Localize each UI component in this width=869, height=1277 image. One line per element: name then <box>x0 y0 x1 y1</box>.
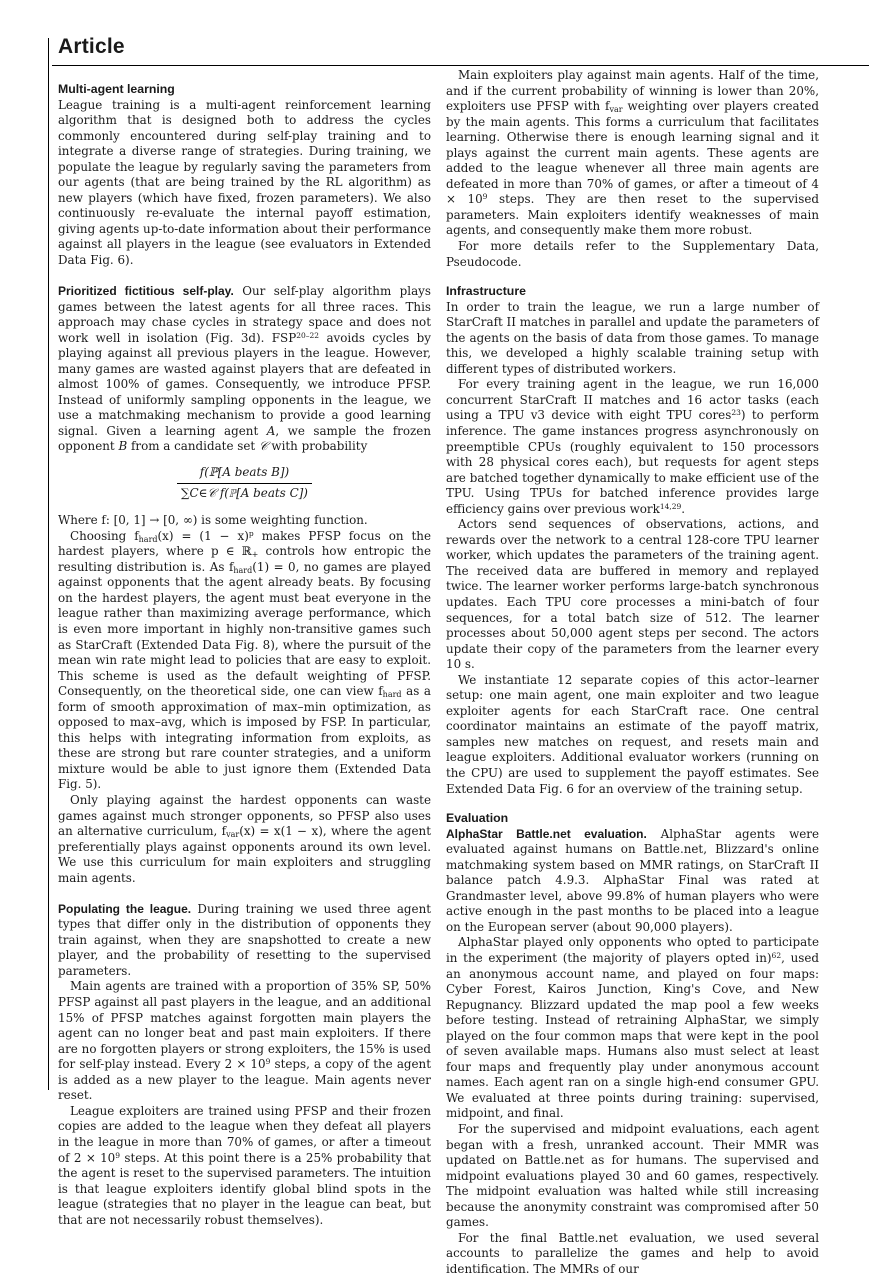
paragraph-infrastructure-3: Actors send sequences of observations, actions, and rewards over the network to a central 128-core TPU learner worker, which updates the parameters of the training agent. The received data are buffered in memory and replayed twice. The learner worker performs large-batch synchronous updates. Each TPU core processes a mini-batch of four sequences, for a total batch size of 512. The learner processes about 50,000 agent steps per second. The actors update their copy of the parameters from the learner every 10 s. <box>446 517 819 672</box>
runin-heading-battlenet: AlphaStar Battle.net evaluation. <box>446 826 647 841</box>
pfsp-probability-equation <box>58 465 431 501</box>
runin-heading-populating: Populating the league. <box>58 901 192 916</box>
right-column <box>446 68 819 1277</box>
paragraph-infrastructure-4: We instantiate 12 separate copies of this actor–learner setup: one main agent, one main exploiter and two league exploiter agents for each StarCraft race. One central coordinator maintains an estimate of the payoff matrix, samples new matches on request, and resets main and league exploiters. Additional evaluator workers (running on the CPU) are used to supplement the payoff estimates. See Extended Data Fig. 6 for an overview of the training setup. <box>446 672 819 796</box>
paragraph-main-exploiters: Main exploiters play against main agents. Half of the time, and if the current probability of winning is lower than 20%, exploiters use PFSP with $f_{var}$ weighting over players created by the main agents. This forms a curriculum that facilitates learning. Otherwise there is enough learning signal and it plays against the current main agents. These agents are added to the league whenever all three main agents are defeated in more than 70% of games, or after a timeout of 4 × 10$^9$ steps. They are then reset to the supervised parameters. Main exploiters identify weaknesses of main agents, and consequently make them more robust. <box>446 68 819 238</box>
paragraph-multi-agent: League training is a multi-agent reinforcement learning algorithm that is designed both to address the cycles commonly encountered during self-play training and to integrate a diverse range of strategies. During training, we populate the league by regularly saving the parameters from our agents (that are being trained by the RL algorithm) as new players (which have fixed, frozen parameters). We also continuously re-evaluate the internal payoff estimation, giving agents up-to-date information about their performance against all players in the league (see evaluators in Extended Data Fig. 6). <box>58 97 431 267</box>
paragraph-league-exploiters: League exploiters are trained using PFSP and their frozen copies are added to the league when they defeat all players in the league in more than 70% of games, or after a timeout of 2 × 10$^9$ steps. At this point there is a 25% probability that the agent is reset to the supervised parameters. The intuition is that league exploiters identify global blind spots in the league (strategies that no player in the league can beat, but that are not necessarily robust themselves). <box>58 1103 432 1227</box>
runin-heading-pfsp: Prioritized fictitious self-play. <box>58 284 234 299</box>
paragraph-gap <box>58 269 431 285</box>
paragraph-battlenet-eval: AlphaStar Battle.net evaluation. AlphaStar agents were evaluated against humans on Battle.net, Blizzard's online matchmaking system based on MMR ratings, on StarCraft II balance patch 4.9.3. AlphaStar Final was rated at Grandmaster level, above 99.8% of human players who were active enough in the past months to be placed into a league on the European server (about 90,000 players). <box>446 826 820 934</box>
section-heading-multi-agent: Multi-agent learning <box>58 82 175 96</box>
section-heading-evaluation: Evaluation <box>446 811 509 826</box>
page-header-title: Article <box>58 35 125 58</box>
paragraph-opted-in: AlphaStar played only opponents who opted to participate in the experiment (the majority of players opted in)$^{62}$, used an anonymous account name, and played on four maps: Cyber Forest, Kairos Junction, King's Cove, and New Repugnancy. Blizzard updated the map pool a few weeks before testing. Instead of retraining AlphaStar, we simply played on the four common maps that were kept in the pool of seven available maps. Humans also must select at least four maps and frequently play under anonymous account names. Each agent ran on a single high-end consumer GPU. We evaluated at three points during training: supervised, midpoint, and final. <box>446 935 820 1121</box>
paragraph-final-eval: For the final Battle.net evaluation, we used several accounts to parallelize the games and help to avoid identification. The MMRs of our <box>446 1230 819 1276</box>
paragraph-pfsp-intro: Prioritized fictitious self-play. Our self-play algorithm plays games between the latest agents for all three races. This approach may chase cycles in strategy space and does not work well in isolation (Fig. 3d). FSP$^{20-22}$ avoids cycles by playing against all previous players in the league. However, many games are wasted against players that are defeated in almost 100% of games. Consequently, we introduce PFSP. Instead of uniformly sampling opponents in the league, we use a matchmaking mechanism to provide a good learning signal. Given a learning agent A, we sample the frozen opponent B from a candidate set 𝒞 with probability <box>58 284 431 454</box>
section-heading-infrastructure: Infrastructure <box>446 284 526 299</box>
equation-denominator: ∑C∈𝒞 f(ℙ[A beats C]) <box>181 485 308 500</box>
paragraph-supplementary: For more details refer to the Supplementary Data, Pseudocode. <box>446 239 819 269</box>
left-margin-rule <box>48 38 49 1090</box>
citation-ref: 20–22 <box>296 330 320 340</box>
paragraph-infrastructure-1: In order to train the league, we run a large number of StarCraft II matches in parallel and update the parameters of the agents on the basis of data from those games. To manage this, we developed a highly scalable training setup with different types of distributed workers. <box>446 299 819 376</box>
left-column <box>58 68 431 1228</box>
paragraph-supervised-midpoint: For the supervised and midpoint evaluations, each agent began with a fresh, unranked account. Their MMR was updated on Battle.net as for humans. The supervised and midpoint evaluations played 30 and 60 games, respectively. The midpoint evaluation was halted while still increasing because the anonymity constraint was compromised after 50 games. <box>446 1122 819 1230</box>
paragraph-infrastructure-2: For every training agent in the league, we run 16,000 concurrent StarCraft II matches and 16 actor tasks (each using a TPU v3 device with eight TPU cores$^{23}$) to perform inference. The game instances progress asynchronously on preemptible CPUs (roughly equivalent to 150 processors with 28 physical cores each), but requests for agent steps are batched together dynamically to make efficient use of the TPU. Using TPUs for batched inference provides large efficiency gains over previous work$^{14,29}$. <box>446 377 819 516</box>
paragraph-populating: Populating the league. During training we used three agent types that differ only in the distribution of opponents they train against, when they are snapshotted to create a new player, and the probability of resetting to the supervised parameters. <box>58 901 432 978</box>
header-rule <box>52 65 869 66</box>
paragraph-main-agents: Main agents are trained with a proportion of 35% SP, 50% PFSP against all past players in the league, and an additional 15% of PFSP matches against forgotten main players the agent can no longer beat and past main exploiters. If there are no forgotten players or strong exploiters, the 15% is used for self-play instead. Every 2 × 10$^9$ steps, a copy of the agent is added as a new player to the league. Main agents never reset. <box>58 979 431 1103</box>
paragraph-fvar: Only playing against the hardest opponents can waste games against much stronger opponents, so PFSP also uses an alternative curriculum, $f_{var}(x) = x(1 - x)$, where the agent preferentially plays against opponents around its own level. We use this curriculum for main exploiters and struggling main agents. <box>58 792 431 885</box>
paragraph-fhard: Choosing $f_{hard}(x) = (1 - x)^p$ makes PFSP focus on the hardest players, where p ∈ ℝ$_+$ controls how entropic the resulting distribution is. As $f_{hard}(1) = 0$, no games are played against opponents that the agent already beats. By focusing on the hardest players, the agent must beat everyone in the league rather than maximizing average performance, which is even more important in highly non-transitive games such as StarCraft (Extended Data Fig. 8), where the pursuit of the mean win rate might lead to policies that are easy to exploit. This scheme is used as the default weighting of PFSP. Consequently, on the theoretical side, one can view $f_{hard}$ as a form of smooth approximation of max–min optimization, as opposed to max–avg, which is imposed by FSP. In particular, this helps with integrating information from exploits, as these are strong but rare counter strategies, and a uniform mixture would be able to just ignore them (Extended Data Fig. 5). <box>58 528 432 792</box>
paragraph-gap <box>58 886 431 902</box>
equation-numerator: f(ℙ[A beats B]) <box>177 465 312 484</box>
paragraph-weighting-function: Where f: [0, 1] → [0, ∞) is some weighting function. <box>58 513 368 528</box>
